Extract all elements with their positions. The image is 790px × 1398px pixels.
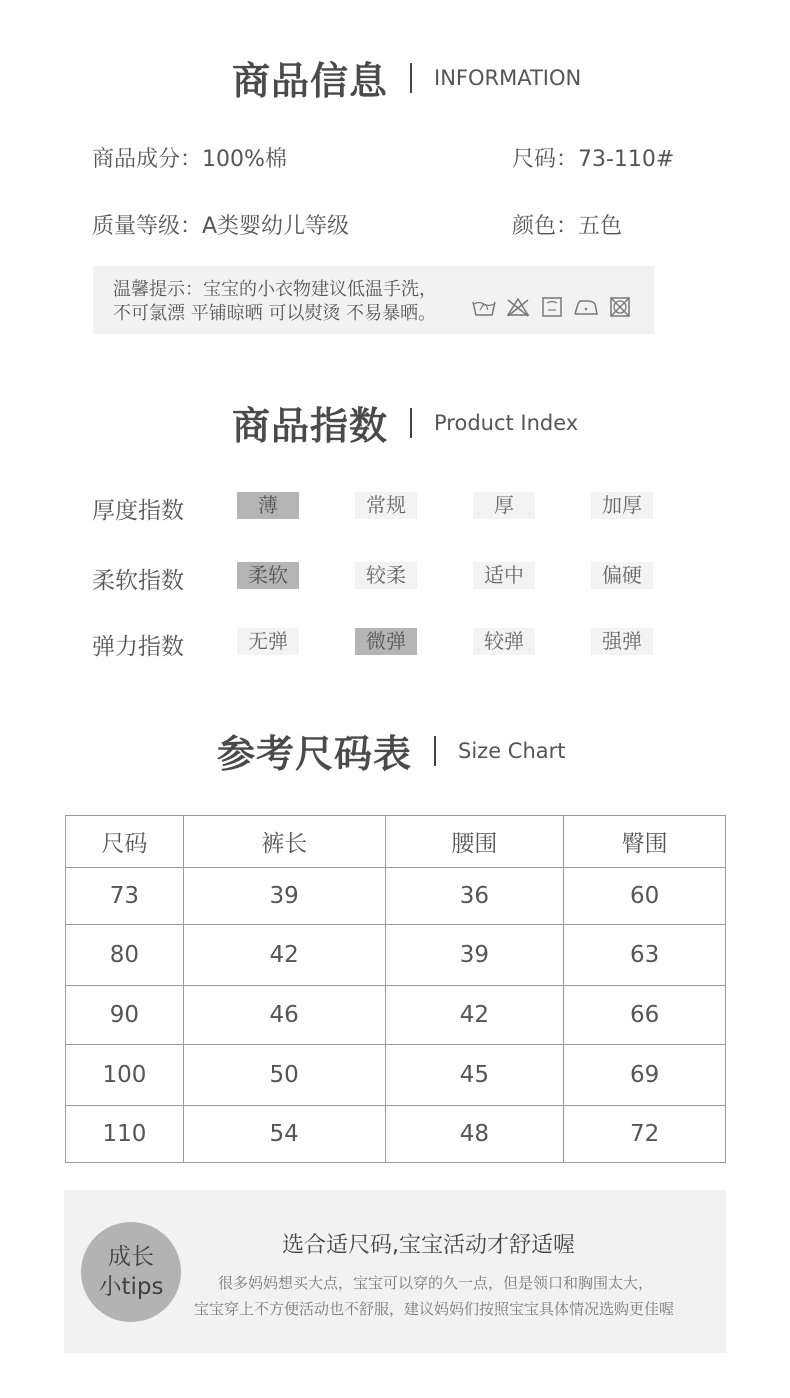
table-row	[66, 1045, 726, 1106]
size-title-en: Size Chart	[458, 738, 566, 763]
size-range-text: 尺码：73-110#	[512, 147, 675, 172]
index-label: 弹力指数	[92, 634, 184, 660]
index-option: 无弹	[237, 628, 299, 655]
index-option: 较柔	[355, 562, 417, 589]
title-divider	[410, 63, 412, 93]
iron-icon	[573, 296, 599, 318]
composition-text: 商品成分：100%棉	[92, 147, 287, 172]
table-header-cell: 尺码	[66, 816, 184, 868]
tips-headline: 选合适尺码,宝宝活动才舒适喔	[282, 1233, 575, 1258]
index-label: 柔软指数	[92, 568, 184, 594]
index-label: 厚度指数	[92, 498, 184, 524]
tips-badge-line2: 小tips	[98, 1274, 164, 1300]
no-tumble-dry-icon	[607, 296, 633, 318]
tips-text-line1: 很多妈妈想买大点，宝宝可以穿的久一点，但是领口和胸围太大，	[218, 1274, 654, 1292]
care-tip-line1: 温馨提示：宝宝的小衣物建议低温手洗，	[113, 279, 437, 300]
care-tip-line2: 不可氯漂 平铺晾晒 可以熨烫 不易暴晒。	[113, 303, 437, 324]
quality-grade-text: 质量等级：A类婴幼儿等级	[92, 214, 350, 239]
index-title-en: Product Index	[434, 410, 579, 435]
flat-dry-icon	[539, 296, 565, 318]
table-cell: 100	[66, 1045, 184, 1106]
table-cell: 39	[385, 925, 564, 986]
index-option: 加厚	[591, 492, 653, 519]
table-cell: 80	[66, 925, 184, 986]
title-divider	[410, 408, 412, 438]
care-tip-box	[93, 266, 654, 334]
table-cell: 42	[183, 925, 385, 986]
tips-badge-line1: 成长	[108, 1244, 154, 1270]
size-chart-table	[65, 815, 726, 1163]
info-title-en: INFORMATION	[434, 65, 582, 90]
care-tip-text	[113, 278, 437, 326]
index-option: 厚	[473, 492, 535, 519]
table-cell: 110	[66, 1106, 184, 1163]
table-header-cell: 裤长	[183, 816, 385, 868]
index-option: 微弹	[355, 628, 417, 655]
size-section-title	[217, 723, 566, 778]
growth-tips-box	[64, 1190, 726, 1353]
color-text: 颜色：五色	[512, 214, 623, 239]
table-cell: 60	[564, 868, 726, 925]
index-option: 常规	[355, 492, 417, 519]
table-cell: 63	[564, 925, 726, 986]
title-divider	[434, 736, 436, 766]
size-title-cn: 参考尺码表	[217, 732, 413, 776]
index-section-title	[232, 395, 578, 450]
table-cell: 73	[66, 868, 184, 925]
table-row	[66, 986, 726, 1045]
table-header-cell: 腰围	[385, 816, 564, 868]
index-option: 强弹	[591, 628, 653, 655]
table-row	[66, 868, 726, 925]
info-section-title	[232, 50, 581, 105]
table-cell: 42	[385, 986, 564, 1045]
tips-text-line2: 宝宝穿上不方便活动也不舒服，建议妈妈们按照宝宝具体情况选购更佳喔	[194, 1300, 675, 1318]
index-option: 适中	[473, 562, 535, 589]
info-title-cn: 商品信息	[232, 59, 389, 103]
table-cell: 46	[183, 986, 385, 1045]
care-icons	[471, 296, 633, 318]
table-cell: 50	[183, 1045, 385, 1106]
table-header-row	[66, 816, 726, 868]
table-cell: 39	[183, 868, 385, 925]
table-cell: 36	[385, 868, 564, 925]
table-row	[66, 1106, 726, 1163]
index-title-cn: 商品指数	[232, 404, 389, 448]
table-header-cell: 臀围	[564, 816, 726, 868]
index-option: 偏硬	[591, 562, 653, 589]
table-cell: 90	[66, 986, 184, 1045]
index-option: 柔软	[237, 562, 299, 589]
table-cell: 54	[183, 1106, 385, 1163]
table-row	[66, 925, 726, 986]
table-cell: 69	[564, 1045, 726, 1106]
no-bleach-icon	[505, 296, 531, 318]
table-cell: 48	[385, 1106, 564, 1163]
index-option: 较弹	[473, 628, 535, 655]
index-option: 薄	[237, 492, 299, 519]
tips-badge	[81, 1222, 181, 1322]
table-cell: 66	[564, 986, 726, 1045]
table-cell: 45	[385, 1045, 564, 1106]
table-cell: 72	[564, 1106, 726, 1163]
hand-wash-icon	[471, 296, 497, 318]
